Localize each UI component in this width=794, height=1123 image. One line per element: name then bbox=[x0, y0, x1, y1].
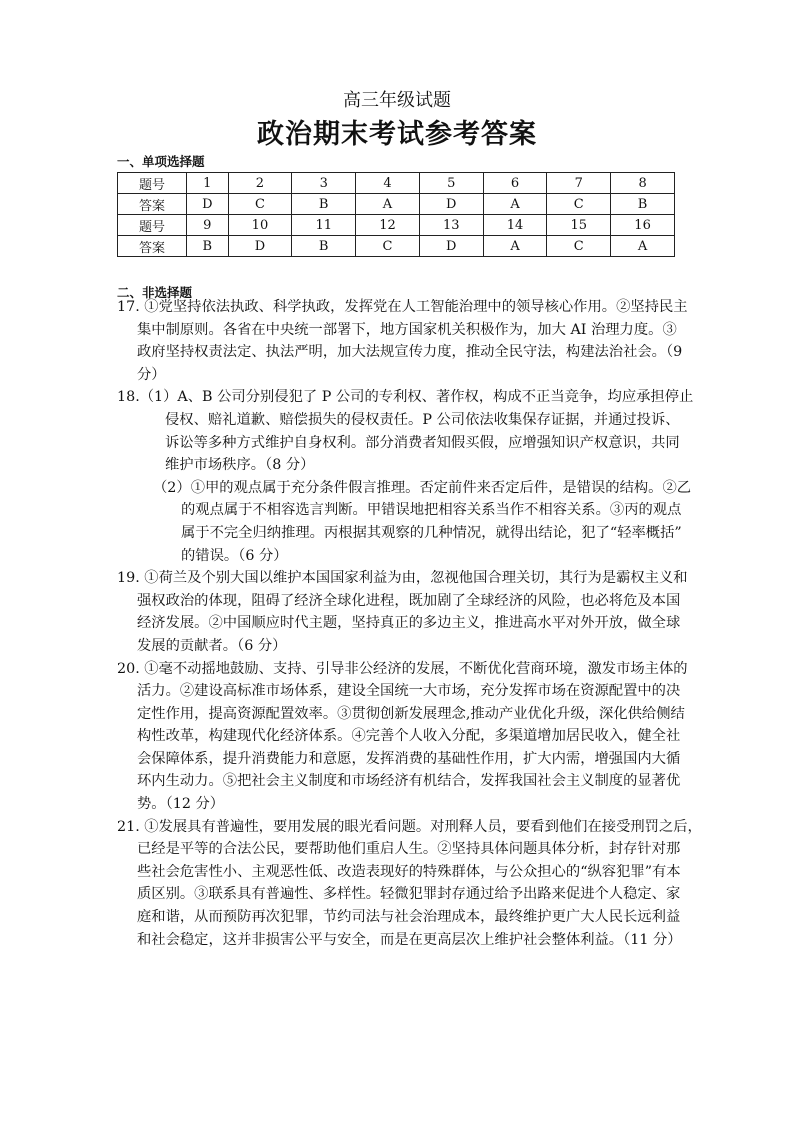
answer-line: 17. ①党坚持依法执政、科学执政，发挥党在人工智能治理中的领导核心作用。②坚持民主 bbox=[117, 299, 688, 315]
table-cell: C bbox=[228, 194, 292, 215]
answer-line: 诉讼等多种方式维护自身权利。部分消费者知假买假，应增强知识产权意识，共同 bbox=[165, 434, 680, 451]
table-cell: 12 bbox=[356, 215, 420, 236]
answer-line: 分） bbox=[137, 366, 166, 383]
answer-line: 活力。②建设高标准市场体系，建设全国统一大市场，充分发挥市场在资源配置中的决 bbox=[137, 683, 681, 700]
answer-line: 定性作用，提高资源配置效率。③贯彻创新发展理念,推动产业优化升级，深化供给侧结 bbox=[137, 705, 685, 722]
table-cell: A bbox=[483, 236, 547, 257]
answer-line: 侵权、赔礼道歉、赔偿损失的侵权责任。P 公司依法收集保存证据，并通过投诉、 bbox=[165, 411, 680, 428]
table-cell: 2 bbox=[228, 173, 292, 194]
table-cell: D bbox=[419, 236, 483, 257]
table-cell: 4 bbox=[356, 173, 420, 194]
table-cell: B bbox=[292, 194, 356, 215]
answer-line: 庭和谐，从而预防再次犯罪，节约司法与社会治理成本，最终维护更广大人民长远利益 bbox=[137, 909, 681, 926]
table-cell: 13 bbox=[419, 215, 483, 236]
row-label: 题号 bbox=[118, 173, 187, 194]
answer-q17 bbox=[117, 296, 688, 386]
answer-line: 质区别。③联系具有普遍性、多样性。轻微犯罪封存通过给予出路来促进个人稳定、家 bbox=[137, 886, 681, 903]
table-cell: D bbox=[419, 194, 483, 215]
table-cell: 10 bbox=[228, 215, 292, 236]
answer-q18-1 bbox=[117, 386, 694, 476]
table-cell: D bbox=[228, 236, 292, 257]
page-title: 政治期末考试参考答案 bbox=[257, 119, 537, 150]
answer-q21 bbox=[117, 816, 702, 952]
table-cell: C bbox=[547, 236, 611, 257]
table-cell: 1 bbox=[187, 173, 229, 194]
table-cell: B bbox=[187, 236, 229, 257]
table-row bbox=[118, 194, 675, 215]
answer-line: 会保障体系，提升消费能力和意愿，发挥消费的基础性作用，扩大内需，增强国内大循 bbox=[137, 750, 681, 767]
answer-q19 bbox=[117, 567, 688, 657]
table-cell: C bbox=[547, 194, 611, 215]
table-cell: 11 bbox=[292, 215, 356, 236]
answer-line: 强权政治的体现，阻碍了经济全球化进程，既加剧了全球经济的风险，也必将危及本国 bbox=[137, 592, 681, 609]
table-cell: 3 bbox=[292, 173, 356, 194]
table-cell: 8 bbox=[611, 173, 675, 194]
answer-line: 21. ①发展具有普遍性，要用发展的眼光看问题。对刑释人员，要看到他们在接受刑罚之后， bbox=[117, 818, 702, 835]
table-cell: 5 bbox=[419, 173, 483, 194]
answer-line: 政府坚持权责法定、执法严明，加大法规宣传力度，推动全民守法，构建法治社会。（9 bbox=[137, 344, 683, 361]
table-row bbox=[118, 173, 675, 194]
table-cell: 7 bbox=[547, 173, 611, 194]
answer-line: 势。（12 分） bbox=[137, 796, 225, 813]
answer-table bbox=[117, 172, 675, 257]
answer-q18-2 bbox=[117, 477, 692, 567]
answer-line: 些社会危害性小、主观恶性低、改造表现好的特殊群体，与公众担心的“纵容犯罪”有本 bbox=[137, 863, 681, 880]
table-cell: A bbox=[356, 194, 420, 215]
answer-line: 和社会稳定，这并非损害公平与安全，而是在更高层次上维护社会整体利益。（11 分） bbox=[137, 931, 682, 948]
table-cell: 16 bbox=[611, 215, 675, 236]
table-cell: B bbox=[611, 194, 675, 215]
row-label: 答案 bbox=[118, 194, 187, 215]
section-heading-choice: 一、单项选择题 bbox=[117, 154, 205, 169]
table-row bbox=[118, 215, 675, 236]
section-heading-nonchoice: 二、非选择题 bbox=[117, 285, 193, 300]
answer-line: 属于不完全归纳推理。丙根据其观察的几种情况，就得出结论，犯了“轻率概括” bbox=[181, 524, 682, 541]
exam-subtitle: 高三年级试题 bbox=[343, 90, 451, 111]
table-cell: 15 bbox=[547, 215, 611, 236]
table-cell: 9 bbox=[187, 215, 229, 236]
row-label: 题号 bbox=[118, 215, 187, 236]
table-cell: A bbox=[483, 194, 547, 215]
answer-line: 发展的贡献者。（6 分） bbox=[137, 637, 287, 654]
answer-line: 已经是平等的合法公民，要帮助他们重启人生。②坚持具体问题具体分析，封存针对那 bbox=[137, 841, 681, 858]
answer-line: 环内生动力。⑤把社会主义制度和市场经济有机结合，发挥我国社会主义制度的显著优 bbox=[137, 773, 681, 790]
answer-line: 的观点属于不相容选言判断。甲错误地把相容关系当作不相容关系。③丙的观点 bbox=[181, 502, 682, 519]
answer-line: 20. ①毫不动摇地鼓励、支持、引导非公经济的发展，不断优化营商环境，激发市场主体的 bbox=[117, 660, 688, 677]
answer-line: 集中制原则。各省在中央统一部署下，地方国家机关积极作为，加大 AI 治理力度。③ bbox=[137, 321, 677, 338]
answer-line: 19. ①荷兰及个别大国以维护本国国家利益为由，忽视他国合理关切，其行为是霸权主义和 bbox=[117, 570, 688, 587]
table-row bbox=[118, 236, 675, 257]
answer-line: 的错误。（6 分） bbox=[181, 547, 288, 564]
row-label: 答案 bbox=[118, 236, 187, 257]
answer-line: 18.（1）A、B 公司分别侵犯了 P 公司的专利权、著作权，构成不正当竞争，均应承担停止 bbox=[117, 389, 694, 406]
table-cell: C bbox=[356, 236, 420, 257]
table-cell: A bbox=[611, 236, 675, 257]
answer-line: 构性改革，构建现代化经济体系。④完善个人收入分配，多渠道增加居民收入，健全社 bbox=[137, 728, 681, 745]
answer-line: （2）①甲的观点属于充分条件假言推理。否定前件来否定后件，是错误的结构。②乙 bbox=[153, 479, 692, 496]
table-cell: D bbox=[187, 194, 229, 215]
answer-line: 维护市场秩序。（8 分） bbox=[165, 457, 315, 474]
table-cell: 6 bbox=[483, 173, 547, 194]
answers bbox=[117, 296, 702, 951]
table-cell: 14 bbox=[483, 215, 547, 236]
answer-q20 bbox=[117, 658, 688, 816]
table-cell: B bbox=[292, 236, 356, 257]
answer-line: 经济发展。②中国顺应时代主题，坚持真正的多边主义，推进高水平对外开放，做全球 bbox=[137, 615, 681, 632]
